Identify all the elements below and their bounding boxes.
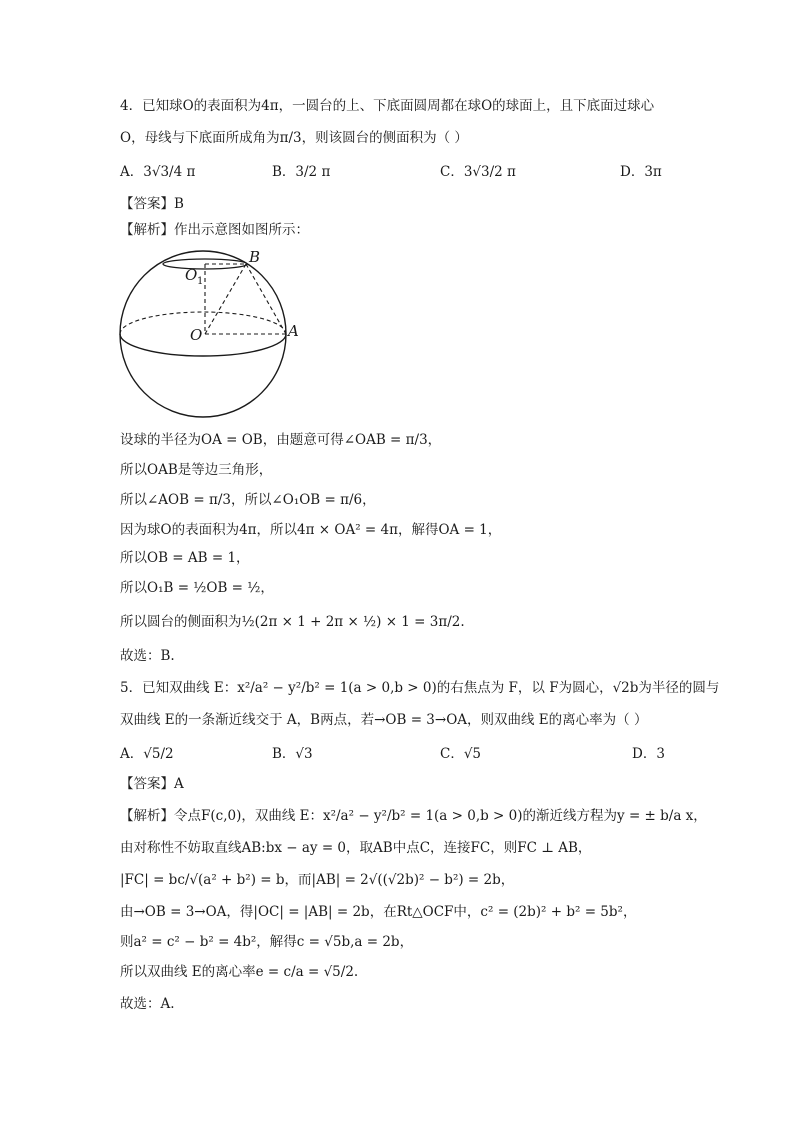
q4-option-c: C．3√3/2 π	[440, 164, 516, 180]
label-o1: O	[185, 266, 198, 284]
q4-step-4: 因为球O的表面积为4π，所以4π × OA² = 4π，解得OA = 1，	[120, 522, 502, 538]
label-o1-subscript: 1	[197, 276, 204, 287]
equator-front	[120, 334, 286, 356]
q4-step-6: 所以O₁B = ½OB = ½，	[120, 580, 274, 596]
label-a: A	[288, 322, 299, 340]
q4-step-5: 所以OB = AB = 1，	[120, 550, 250, 566]
q5-step-2: 由对称性不妨取直线AB:bx − ay = 0，取AB中点C，连接FC，则FC ⊥ AB，	[120, 840, 592, 856]
q4-option-a: A．3√3/4 π	[120, 164, 196, 180]
q4-answer: 【答案】B	[120, 196, 184, 212]
line-b-a	[246, 264, 286, 334]
q4-step-1: 设球的半径为OA = OB，由题意可得∠OAB = π/3，	[120, 432, 442, 448]
q4-step-2: 所以OAB是等边三角形，	[120, 462, 273, 478]
label-o: O	[190, 326, 203, 344]
q4-analysis-intro: 【解析】作出示意图如图所示：	[120, 222, 309, 238]
q5-option-c: C．√5	[440, 746, 482, 762]
q5-stem-line2: 双曲线 E的一条渐近线交于 A，B两点，若→OB = 3→OA，则双曲线 E的离心率为（ ）	[120, 712, 648, 728]
q4-stem-line1: 4．已知球O的表面积为4π，一圆台的上、下底面圆周都在球O的球面上，且下底面过球心	[120, 98, 655, 114]
q5-step-6: 所以双曲线 E的离心率e = c/a = √5/2.	[120, 964, 359, 980]
q5-answer: 【答案】A	[120, 776, 184, 792]
q5-option-a: A．√5/2	[120, 746, 174, 762]
sphere-frustum-figure	[110, 244, 310, 420]
q4-option-b: B．3/2 π	[272, 164, 331, 180]
label-b: B	[249, 248, 261, 266]
q5-step-3: |FC| = bc/√(a² + b²) = b，而|AB| = 2√((√2b)² − b²) = 2b，	[120, 872, 515, 888]
equator-back	[120, 312, 286, 334]
q5-step-5: 则a² = c² − b² = 4b²，解得c = √5b,a = 2b，	[120, 934, 414, 950]
q5-stem-line1: 5．已知双曲线 E：x²/a² − y²/b² = 1(a > 0,b > 0)的右焦点为 F，以 F为圆心，√2b为半径的圆与	[120, 680, 720, 696]
q4-option-d: D．3π	[620, 164, 662, 180]
q5-step-1: 【解析】令点F(c,0)，双曲线 E：x²/a² − y²/b² = 1(a > 0,b > 0)的渐近线方程为y = ± b/a x，	[120, 808, 707, 824]
q5-step-4: 由→OB = 3→OA，得|OC| = |AB| = 2b，在Rt△OCF中，c² = (2b)² + b² = 5b²，	[120, 904, 637, 920]
q5-option-d: D．3	[632, 746, 665, 762]
q5-step-7: 故选：A.	[120, 996, 175, 1012]
q4-step-3: 所以∠AOB = π/3，所以∠O₁OB = π/6，	[120, 492, 376, 508]
q4-stem-line2: O，母线与下底面所成角为π/3，则该圆台的侧面积为（ ）	[120, 130, 468, 146]
q4-step-7: 所以圆台的侧面积为½(2π × 1 + 2π × ½) × 1 = 3π/2.	[120, 614, 465, 630]
q4-step-8: 故选：B.	[120, 648, 175, 664]
line-o-b	[205, 264, 246, 334]
q5-option-b: B．√3	[272, 746, 313, 762]
